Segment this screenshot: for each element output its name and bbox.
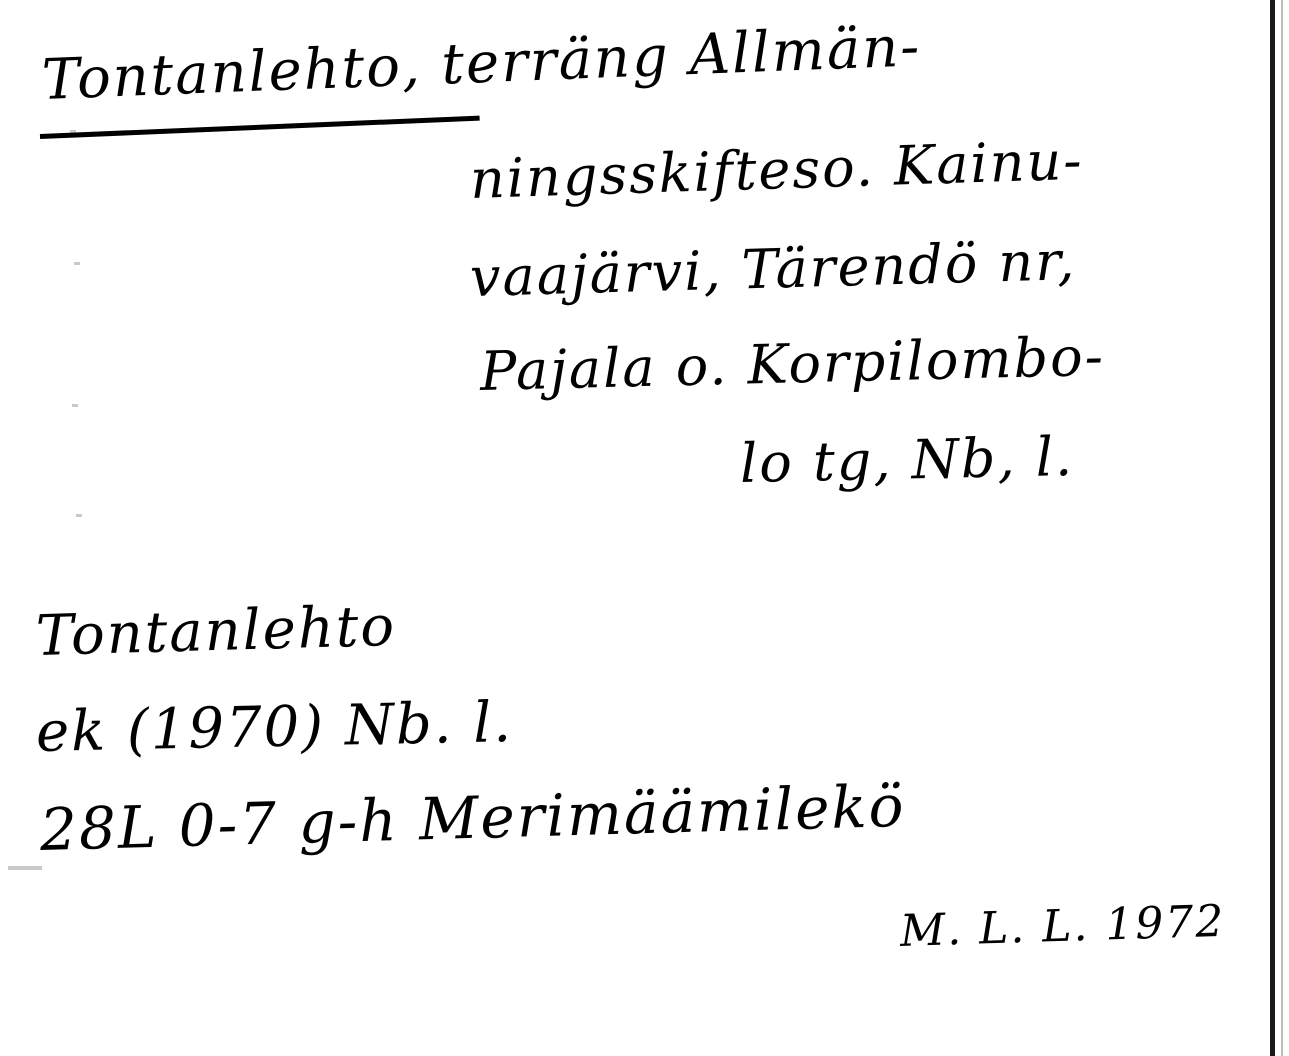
headword-line-2: ningsskifteso. Kainu- xyxy=(469,128,1085,211)
headword-line-4: Pajala o. Korpilombo- xyxy=(479,324,1106,403)
scan-artifact-dot xyxy=(76,514,82,517)
signature-line: M. L. L. 1972 xyxy=(899,895,1227,957)
headword-line-5: lo tg, Nb, l. xyxy=(739,425,1075,495)
reference-line-2: ek (1970) Nb. l. xyxy=(35,690,514,765)
headword-line-3: vaajärvi, Tärendö nr, xyxy=(469,229,1078,309)
reference-line-3: 28L 0-7 g-h Merimäämilekö xyxy=(39,771,907,864)
card-right-edge xyxy=(1270,0,1275,1056)
scan-artifact-dot xyxy=(74,262,80,265)
scan-artifact-dash xyxy=(8,866,42,870)
reference-line-1: Tontanlehto xyxy=(35,593,397,669)
card-edge-shadow xyxy=(1281,0,1283,1056)
headword-line-1: Tontanlehto, terräng Allmän- xyxy=(40,14,923,113)
headword-underline xyxy=(40,116,480,139)
scan-artifact-dot xyxy=(72,404,78,407)
